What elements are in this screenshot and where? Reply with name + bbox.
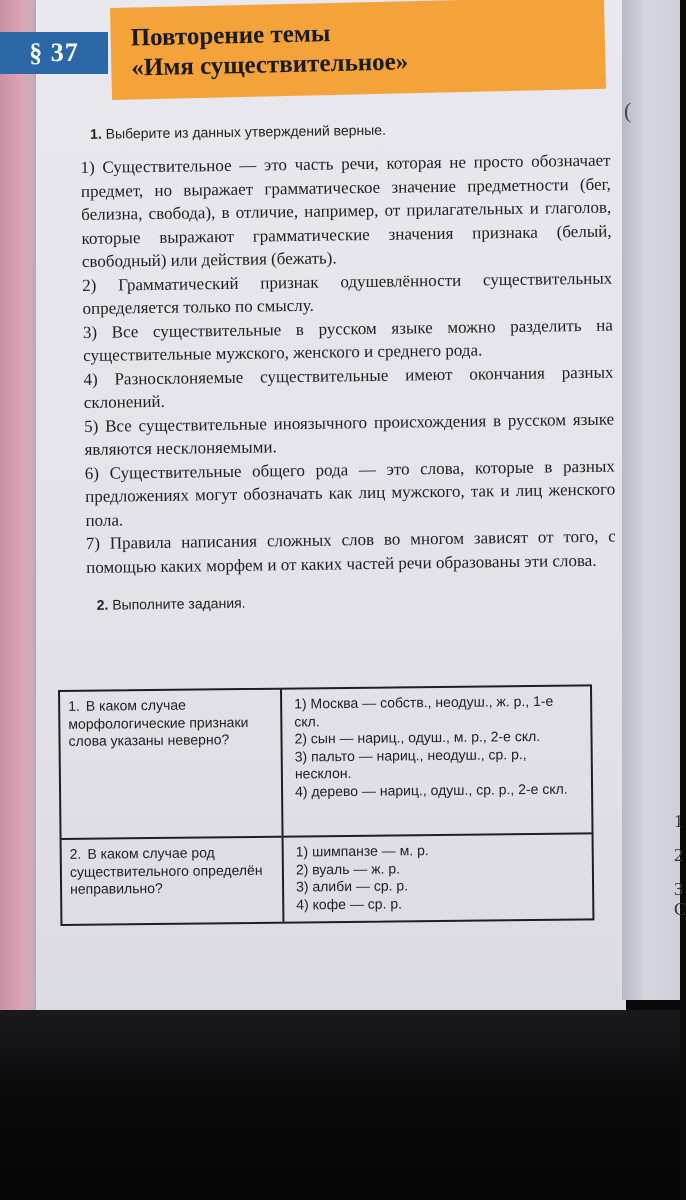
table-row [62,832,593,924]
table-row [60,686,591,838]
exercise-content [80,119,617,627]
question-number: 1. [68,697,80,714]
title-line-2: «Имя существительное» [131,48,409,82]
tasks-table [58,684,594,926]
adjacent-page-fragment: 2 [674,845,683,865]
statement-6: 6) Существительные общего рода — это слова, которые в разных предложениях могут обозначать как лиц мужского, так и лиц женского пола. [84,456,616,530]
statement-4: 4) Разносклоняемые существительные имеют окончания разных склонений. [83,362,614,412]
statement-1: 1) Существительное — это часть речи, которая не просто обозначает предмет, но выражает грамматическое значение предметности (бег, белизна, свобода), в отличие, например, от прилагательных и глаголов, которые выражают грамматические значения признака (белый, свободный) или действия (бежать). [80,150,612,271]
answer-option: 2) сын — нариц., одуш., м. р., 2-е скл. [294,727,541,747]
adjacent-page-fragment: 1 [674,811,683,831]
question-cell [62,838,285,924]
options-cell [284,834,593,921]
statement-5: 5) Все существительные иноязычного происхождения в русском языке являются несклоняемыми. [84,409,615,459]
adjacent-page-fragment: С [674,899,686,919]
statement-3: 3) Все существительные в русском языке можно разделить на существительные мужского, женского и среднего рода. [82,315,613,365]
question-text: В каком случае род существительного определён неправильно? [69,844,263,897]
task-1-number: 1. [89,125,102,142]
margin-bracket: ( [624,98,632,123]
question-text: В каком случае морфологические признаки слова указаны неверно? [68,696,249,749]
statement-7: 7) Правила написания сложных слов во многом зависят от того, с помощью каких морфем и от каких частей речи образованы эти слова. [85,526,616,577]
answer-option: 4) кофе — ср. р. [296,894,403,913]
answer-option: 1) шимпанзе — м. р. [295,842,429,860]
title-banner [110,0,606,100]
answer-option: 1) Москва — собств., неодуш., ж. р., 1-е скл. [294,692,554,730]
question-number: 2. [69,845,82,862]
statement-2: 2) Грамматический признак одушевлённости существительных определяется только по смыслу. [82,268,613,318]
answer-option: 3) алиби — ср. р. [295,877,409,895]
adjacent-page-fragment: 3 [674,879,683,899]
page-title [130,17,408,83]
task-2-heading [97,590,617,613]
background-surface [0,1010,680,1200]
answer-option: 3) пальто — нариц., неодуш., ср. р., несклон. [294,745,527,782]
task-2-number: 2. [96,596,109,613]
answer-option: 2) вуаль — ж. р. [295,859,401,878]
question-cell [60,690,284,838]
adjacent-page-edge [622,0,686,1000]
section-number-badge: § 37 [0,32,108,74]
options-cell [282,686,592,835]
title-line-1: Повторение темы [130,20,331,52]
task-2-instruction: Выполните задания. [112,594,246,613]
answer-option: 4) дерево — нариц., одуш., ср. р., 2-е скл. [294,780,568,800]
task-1-instruction: Выберите из данных утверждений верные. [105,121,387,142]
